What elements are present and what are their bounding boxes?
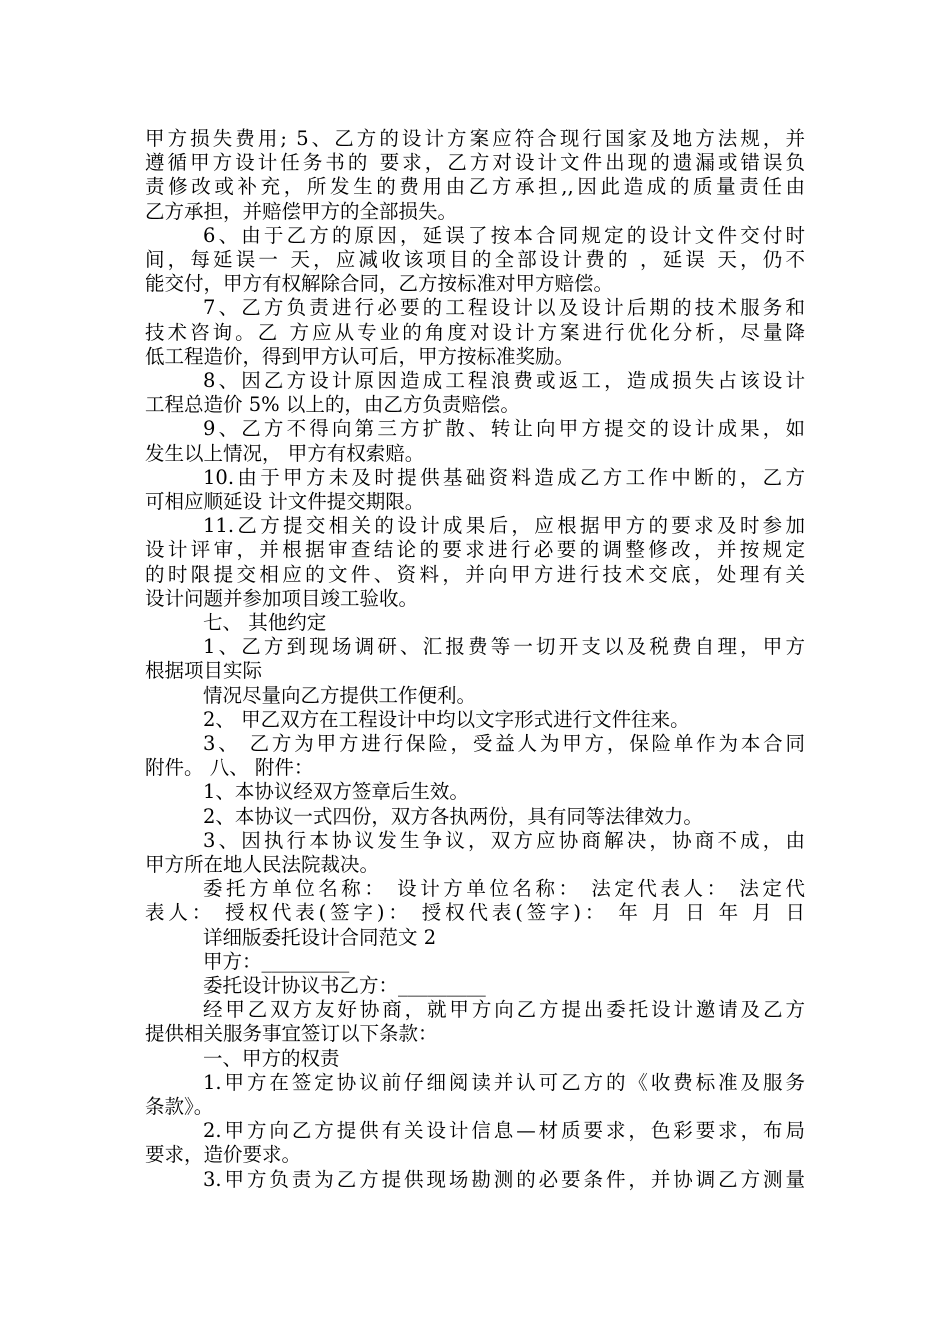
text-line: 情况尽量向乙方提供工作便利。 bbox=[203, 683, 477, 707]
text-line: 技术咨询。乙 方应从专业的角度对设计方案进行优化分析，尽量降 bbox=[145, 320, 805, 344]
text-line: 7、乙方负责进行必要的工程设计以及设计后期的技术服务和 bbox=[203, 296, 805, 320]
text-line: 低工程造价，得到甲方认可后，甲方按标准奖励。 bbox=[145, 344, 575, 368]
text-line: 甲方所在地人民法院裁决。 bbox=[145, 853, 380, 876]
text-line: 要求，造价要求。 bbox=[145, 1143, 302, 1167]
text-line: 8、因乙方设计原因造成工程浪费或返工，造成损失占该设计 bbox=[203, 369, 805, 392]
text-line: 1.甲方在签定协议前仔细阅读并认可乙方的《收费标准及服务 bbox=[203, 1070, 805, 1094]
text-line: 乙方承担，并赔偿甲方的全部损失。 bbox=[145, 199, 458, 223]
text-line: 9、乙方不得向第三方扩散、转让向甲方提交的设计成果，如 bbox=[203, 417, 805, 441]
text-line: 提供相关服务事宜签订以下条款： bbox=[145, 1022, 438, 1046]
text-line: 的时限提交相应的文件、资料，并向甲方进行技术交底，处理有关 bbox=[145, 562, 805, 586]
text-line: 七、 其他约定 bbox=[203, 611, 327, 634]
text-line: 10.由于甲方未及时提供基础资料造成乙方工作中断的，乙方 bbox=[203, 465, 805, 489]
text-line: 经甲乙双方友好协商，就甲方向乙方提出委托设计邀请及乙方 bbox=[203, 998, 805, 1022]
text-line: 1、乙方到现场调研、汇报费等一切开支以及税费自理，甲方 bbox=[203, 635, 805, 659]
text-line: 条款》。 bbox=[145, 1095, 214, 1118]
text-line: 间，每延误一 天，应减收该项目的全部设计费的 ，延误 天，仍不 bbox=[145, 248, 805, 271]
text-line: 3、 乙方为甲方进行保险，受益人为甲方，保险单作为本合同 bbox=[203, 732, 805, 755]
text-line: 责修改或补充，所发生的费用由乙方承担,,因此造成的质量责任由 bbox=[145, 175, 805, 199]
text-line: 可相应顺延设 计文件提交期限。 bbox=[145, 490, 425, 513]
text-line: 委托设计协议书乙方：_________ bbox=[203, 974, 486, 997]
text-line: 3.甲方负责为乙方提供现场勘测的必要条件，并协调乙方测量 bbox=[203, 1167, 805, 1191]
text-line: 发生以上情况， 甲方有权索赔。 bbox=[145, 441, 425, 465]
text-line: 2、本协议一式四份，双方各执两份，具有同等法律效力。 bbox=[203, 804, 703, 828]
text-line: 能交付，甲方有权解除合同，乙方按标准对甲方赔偿。 bbox=[145, 272, 614, 296]
text-line: 设计问题并参加项目竣工验收。 bbox=[145, 586, 419, 610]
text-line: 工程总造价 5% 以上的，由乙方负责赔偿。 bbox=[145, 393, 520, 417]
text-line: 1、本协议经双方签章后生效。 bbox=[203, 780, 469, 804]
text-line: 委托方单位名称： 设计方单位名称： 法定代表人： 法定代 bbox=[203, 877, 805, 901]
text-line: 2、 甲乙双方在工程设计中均以文字形式进行文件往来。 bbox=[203, 707, 690, 731]
text-line: 6、由于乙方的原因，延误了按本合同规定的设计文件交付时 bbox=[203, 223, 805, 247]
text-line: 表人： 授权代表(签字)： 授权代表(签字)： 年 月 日 年 月 日 bbox=[145, 901, 805, 925]
text-line: 详细版委托设计合同范文 2 bbox=[203, 925, 437, 949]
text-line: 甲方损失费用; 5、乙方的设计方案应符合现行国家及地方法规，并 bbox=[145, 127, 805, 150]
text-line: 2.甲方向乙方提供有关设计信息—材质要求，色彩要求，布局 bbox=[203, 1119, 805, 1143]
text-line: 一、甲方的权责 bbox=[203, 1046, 340, 1070]
text-line: 甲方：_________ bbox=[203, 949, 350, 973]
text-line: 遵循甲方设计任务书的 要求，乙方对设计文件出现的遗漏或错误负 bbox=[145, 151, 805, 175]
text-line: 设计评审，并根据审查结论的要求进行必要的调整修改，并按规定 bbox=[145, 538, 805, 562]
text-line: 3、因执行本协议发生争议，双方应协商解决，协商不成，由 bbox=[203, 828, 805, 852]
text-line: 附件。 八、 附件： bbox=[145, 756, 314, 780]
text-line: 根据项目实际 bbox=[145, 659, 263, 683]
text-line: 11.乙方提交相关的设计成果后，应根据甲方的要求及时参加 bbox=[203, 514, 805, 538]
